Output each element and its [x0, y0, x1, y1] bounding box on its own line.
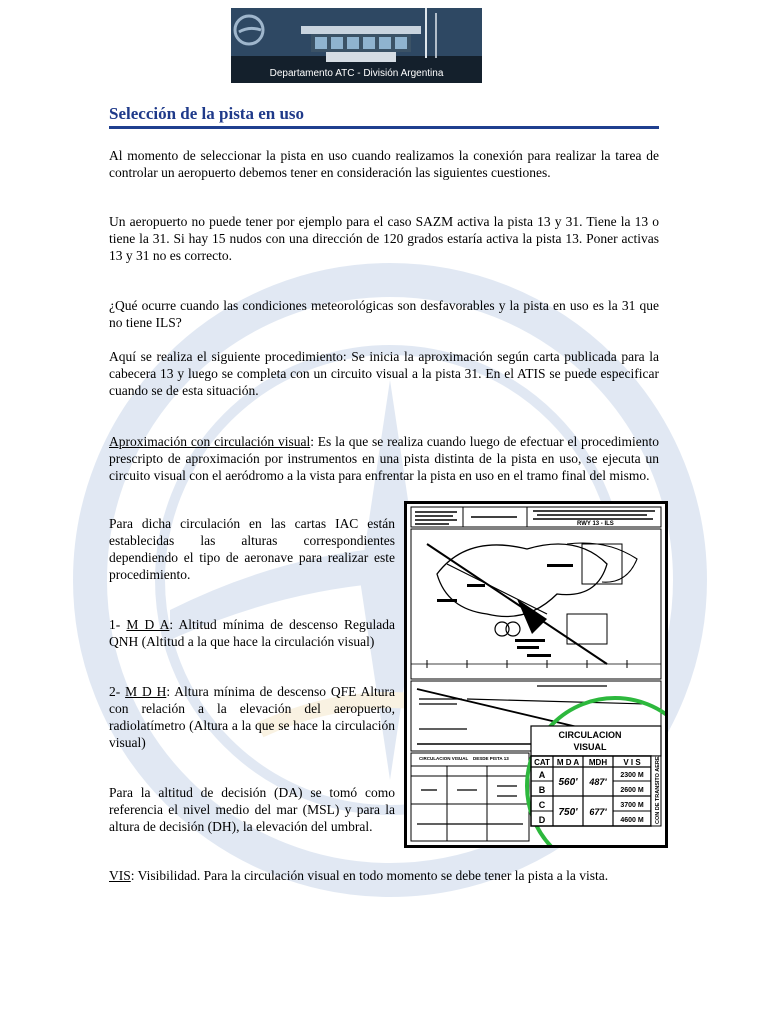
minima-cat-b: B	[538, 785, 546, 795]
banner-caption: Departamento ATC - División Argentina	[269, 68, 444, 79]
paragraph-mda	[109, 616, 395, 650]
minima-mdh-cd: 677'	[589, 807, 607, 817]
circling-box-title-1: CIRCULACION	[558, 730, 622, 740]
minima-mda-cd: 750'	[558, 807, 578, 818]
minima-header-vis: V I S	[623, 758, 641, 767]
term-mda: M D A	[126, 617, 170, 632]
paragraph-intro: Al momento de seleccionar la pista en uso cuando realizamos la conexión para realizar la tarea de controlar un aeropuerto debemos tener en consideración las siguientes cuestiones.	[109, 148, 659, 180]
paragraph-iac-charts: Para dicha circulación en las cartas IAC están establecidas las alturas correspondientes dependiendo el tipo de aeronave para realizar este procedimiento.	[109, 516, 395, 582]
minima-vis-c: 3700 M	[620, 802, 644, 809]
paragraph-question: ¿Qué ocurre cuando las condiciones meteorológicas son desfavorables y la pista en uso es la 31 que no tiene ILS?	[109, 298, 659, 330]
mda-text: : Altitud mínima de descenso Regulada QNH (Altitud a la que hace la circulación visual)	[109, 617, 395, 649]
mdh-text: : Altura mínima de descenso QFE Altura con relación a la elevación del aeropuerto, radiolatímetro (Altura a la que se hace la circulación visual)	[109, 684, 395, 750]
paragraph-decision-altitude: Para la altitud de decisión (DA) se tomó como referencia el nivel medio del mar (MSL) y para la altura de decisión (DH), la elevación del umbral.	[109, 785, 395, 834]
paragraph-visibility	[109, 867, 659, 884]
minima-header-cat: CAT	[534, 758, 550, 767]
minima-vis-b: 2600 M	[620, 787, 644, 794]
circling-definition-text: : Es la que se realiza cuando luego de efectuar el procedimiento prescripto de aproximación por instrumentos en una pista distinta de la pista en uso, se ejecuta un circuito visual con el aeródromo a la vista para enfrentar la pista en uso en el tramo final del mismo.	[109, 434, 660, 483]
paragraph-procedure: Aquí se realiza el siguiente procedimiento: Se inicia la aproximación según carta publicada para la cabecera 13 y luego se completa con un circuito visual a la pista 31. En el ATIS se puede especificar cuando se de esta situación.	[109, 349, 659, 398]
minima-vis-d: 4600 M	[620, 817, 644, 824]
header-banner	[231, 8, 482, 83]
chart-header-strip: RWY 13 - ILS	[577, 521, 614, 527]
minima-header-mdh: MDH	[588, 758, 608, 767]
minima-cat-c: C	[538, 800, 546, 810]
minima-mdh-ab: 487'	[589, 777, 607, 787]
minima-side-label: CON DE TRANSITO AERE	[655, 756, 661, 824]
minima-cat-a: A	[538, 770, 546, 780]
page-title: Selección de la pista en uso	[109, 104, 305, 123]
paragraph-mdh	[109, 683, 395, 751]
paragraph-circling-definition	[109, 433, 659, 484]
paragraph-sazm-example: Un aeropuerto no puede tener por ejemplo para el caso SAZM activa la pista 13 y 31. Tiene la 13 o tiene la 31. Si hay 15 nudos con una dirección de 120 grados estaría activa la pista 13. Poner activas 13 y 31 no es correcto.	[109, 214, 659, 263]
minima-vis-a: 2300 M	[620, 772, 644, 779]
mdh-prefix: 2-	[109, 684, 126, 699]
circling-box-title-2: VISUAL	[573, 742, 607, 752]
vis-text: : Visibilidad. Para la circulación visual en todo momento se debe tener la pista a la vista.	[130, 868, 609, 883]
mda-prefix: 1-	[109, 617, 127, 632]
circling-note-line2: DESDE PISTA 13	[473, 756, 509, 761]
term-mdh: M D H	[125, 684, 167, 699]
approach-chart	[407, 504, 665, 845]
term-vis: VIS	[109, 868, 131, 883]
minima-cat-d: D	[538, 815, 546, 825]
title-underline	[109, 126, 659, 129]
minima-mda-ab: 560'	[558, 777, 578, 788]
circling-note-line1: CIRCULACION VISUAL	[419, 756, 469, 761]
minima-header-mda: M D A	[556, 758, 580, 767]
approach-chart-figure	[404, 501, 668, 848]
term-circling-approach: Aproximación con circulación visual	[109, 434, 311, 449]
